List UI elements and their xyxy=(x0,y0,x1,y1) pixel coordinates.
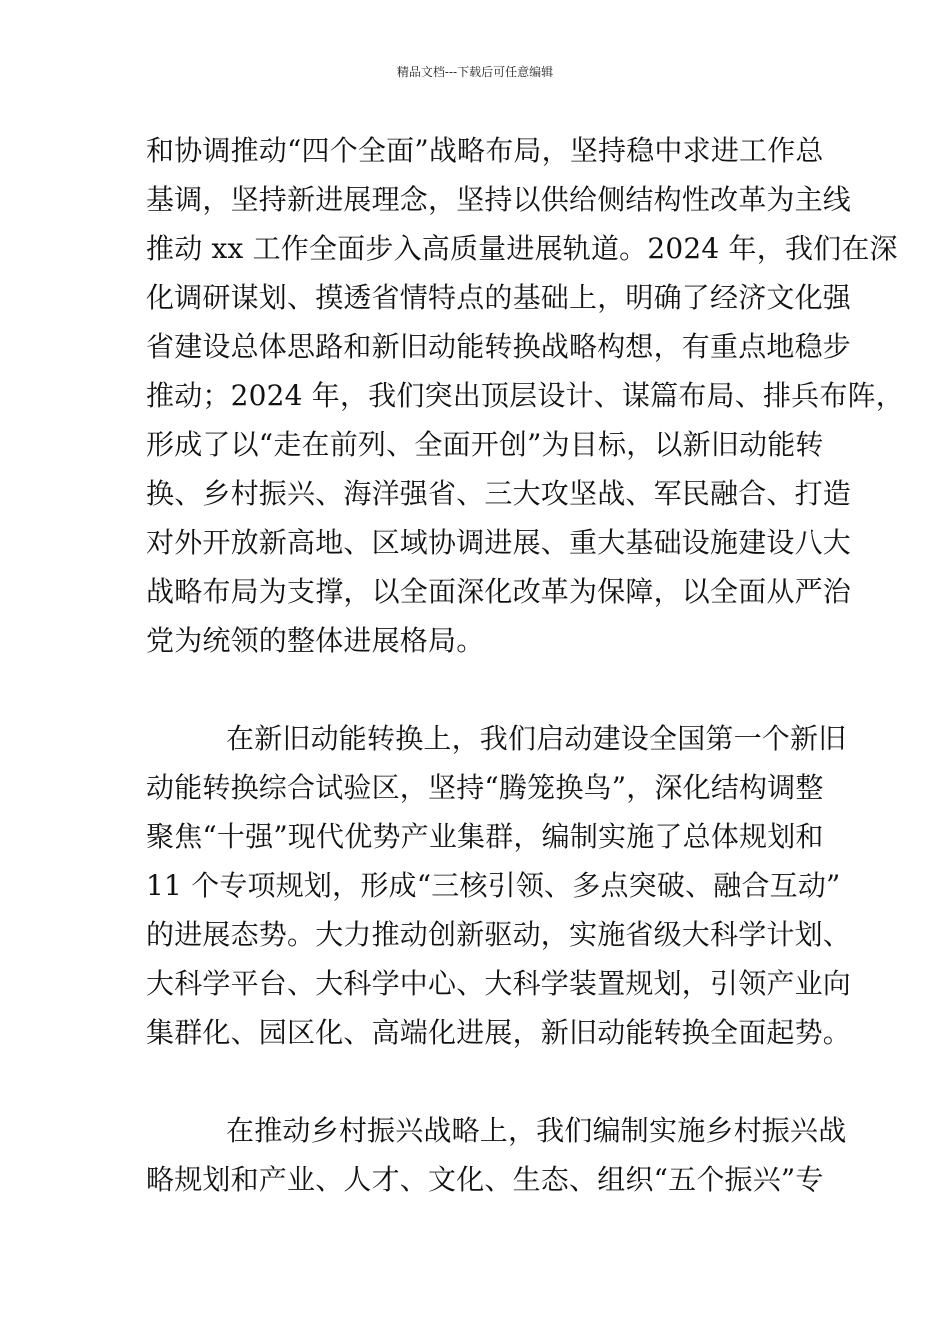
text-line: 化调研谋划、摸透省情特点的基础上，明确了经济文化强 xyxy=(146,281,852,314)
text-line: 形成了以“走在前列、全面开创”为目标，以新旧动能转 xyxy=(146,428,824,461)
text-line: 党为统领的整体进展格局。 xyxy=(146,624,485,657)
paragraph-spacer xyxy=(146,665,818,714)
text-line: 略规划和产业、人才、文化、生态、组织“五个振兴”专 xyxy=(146,1163,824,1196)
text-line: 动能转换综合试验区，坚持“腾笼换鸟”，深化结构调整 xyxy=(146,771,824,804)
paragraph-2 xyxy=(146,714,852,1057)
paragraph-3 xyxy=(146,1106,847,1204)
paragraph-spacer xyxy=(146,1057,818,1106)
text-line: 聚焦“十强”现代优势产业集群，编制实施了总体规划和 xyxy=(146,820,824,853)
text-line: 推动；2024 年，我们突出顶层设计、谋篇布局、排兵布阵， xyxy=(146,379,904,412)
text-line: 换、乡村振兴、海洋强省、三大攻坚战、军民融合、打造 xyxy=(146,477,852,510)
text-line: 对外开放新高地、区域协调进展、重大基础设施建设八大 xyxy=(146,526,852,559)
text-line: 省建设总体思路和新旧动能转换战略构想，有重点地稳步 xyxy=(146,330,852,363)
text-line: 战略布局为支撑，以全面深化改革为保障，以全面从严治 xyxy=(146,575,852,608)
text-line: 集群化、园区化、高端化进展，新旧动能转换全面起势。 xyxy=(146,1016,852,1049)
text-line: 在推动乡村振兴战略上，我们编制实施乡村振兴战 xyxy=(226,1114,847,1147)
text-line: 在新旧动能转换上，我们启动建设全国第一个新旧 xyxy=(226,722,847,755)
text-line: 基调，坚持新进展理念，坚持以供给侧结构性改革为主线 xyxy=(146,183,852,216)
text-line: 11 个专项规划，形成“三核引领、多点突破、融合互动” xyxy=(146,869,841,902)
page-header: 精品文档---下载后可任意编辑 xyxy=(396,65,554,79)
text-line: 推动 xx 工作全面步入高质量进展轨道。2024 年，我们在深 xyxy=(146,232,898,265)
paragraph-1 xyxy=(146,126,904,665)
document-body xyxy=(146,126,904,1204)
text-line: 和协调推动“四个全面”战略布局，坚持稳中求进工作总 xyxy=(146,134,824,167)
text-line: 的进展态势。大力推动创新驱动，实施省级大科学计划、 xyxy=(146,918,852,951)
text-line: 大科学平台、大科学中心、大科学装置规划，引领产业向 xyxy=(146,967,852,1000)
